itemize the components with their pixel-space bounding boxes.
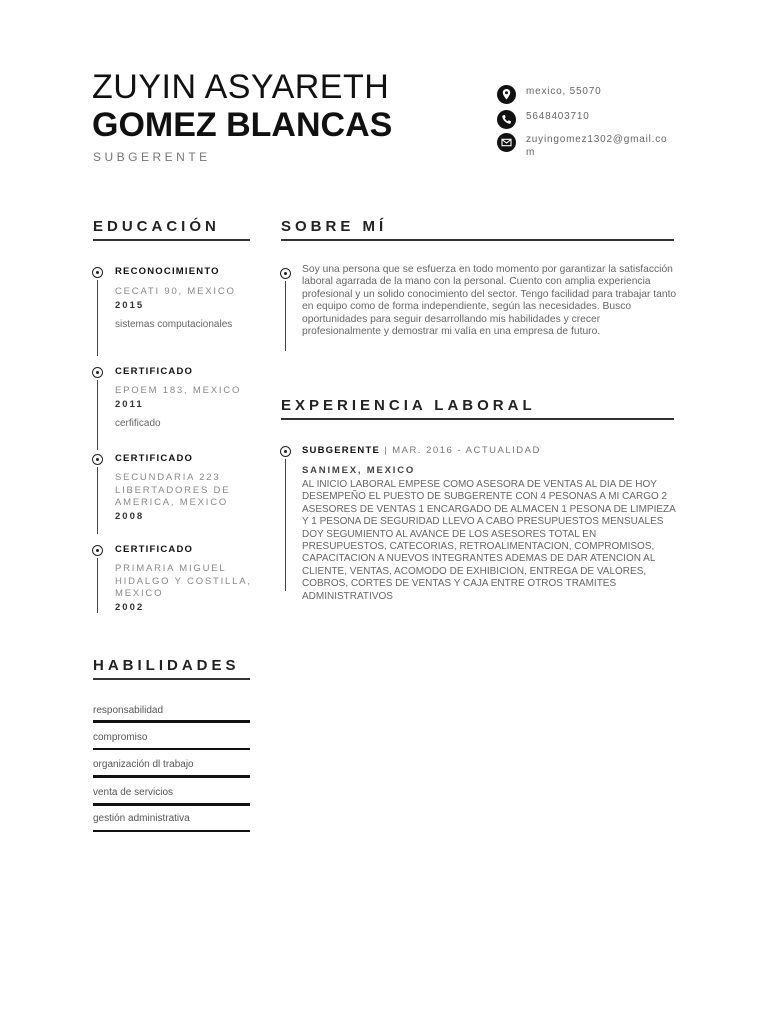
education-entry-title: CERTIFICADO — [115, 366, 194, 377]
education-entry-place: CECATI 90, MEXICO — [115, 286, 236, 297]
timeline-line — [97, 558, 98, 613]
education-entry-place: SECUNDARIA 223 LIBERTADORES DE AMERICA, MEXICO — [115, 472, 231, 508]
skill-item: venta de servicios — [93, 787, 174, 798]
job-description: AL INICIO LABORAL EMPESE COMO ASESORA DE VENTAS AL DIA DE HOY DESEMPEÑO EL PUESTO DE SUBGERENTE CON 4 PESONAS A MI CARGO 2 ASESORES DE VENTAS 1 ENCARGADO DE ALMACEN 1 PESONA DE LIMPIEZA Y 1 PESONA DE SEGURIDAD LLEVO A CABO PRESUPUESTOS MENSUALES DOY SEGUMIENTO AL AVANCE DE LOS ASESORES TOTAL EN PRESUPUESTOS, CATECORIAS, RETROALIMENTACION, COMPROMISOS, CAPACITACION A NUEVOS INTEGRANTES ADEMAS DE DAR ATENCION AL CLIENTE, VENTAS, ACOMODO DE EXHIBICION, ENTREGA DE VALORES, COBROS, CORTES DE VENTAS Y CAJA ENTRE OTROS TRAMITES ADMINISTRATIVOS — [302, 479, 676, 602]
education-entry-place: PRIMARIA MIGUEL HIDALGO Y COSTILLA, MEXICO — [115, 563, 252, 599]
job-period: MAR. 2016 - ACTUALIDAD — [392, 445, 541, 456]
about-rule — [281, 239, 674, 241]
timeline-bullet-icon — [92, 545, 103, 556]
location-text: mexico, 55070 — [526, 86, 602, 97]
timeline-line — [285, 459, 286, 591]
timeline-bullet-icon — [92, 367, 103, 378]
about-text: Soy una persona que se esfuerza en todo momento por garantizar la satisfacción laboral agarrada de la mano con la personal. Cuento con amplia experiencia profesional y un solido conocimiento del sector. Tengo facilidad para trabajar tanto en equipo como de forma independiente, según las necesidades. Busco oportunidades para seguir desarrollando mis habilidades y crecer profesionalmente y demostrar mi valía en una empresa de futuro. — [302, 264, 677, 338]
first-name: ZUYIN ASYARETH — [92, 68, 390, 106]
experience-rule — [281, 418, 674, 420]
education-entry-place: EPOEM 183, MEXICO — [115, 385, 242, 396]
last-name: GOMEZ BLANCAS — [92, 106, 393, 144]
education-rule — [93, 239, 250, 241]
skill-bar — [93, 803, 250, 806]
timeline-line — [97, 280, 98, 356]
timeline-bullet-icon — [92, 454, 103, 465]
skill-item: responsabilidad — [93, 705, 164, 716]
skill-bar — [93, 830, 250, 832]
timeline-line — [97, 467, 98, 534]
phone-icon — [497, 110, 516, 129]
skill-item: compromiso — [93, 732, 148, 743]
education-entry-year: 2011 — [115, 399, 144, 410]
skills-title: HABILIDADES — [93, 657, 240, 674]
education-entry-title: CERTIFICADO — [115, 544, 194, 555]
job-role: SUBGERENTE — [93, 150, 211, 164]
about-title: SOBRE MÍ — [281, 218, 388, 235]
education-entry-desc: cerfificado — [115, 418, 161, 429]
skill-bar — [93, 748, 250, 750]
contact-location — [497, 85, 677, 104]
contact-phone — [497, 110, 677, 129]
timeline-line — [97, 380, 98, 450]
education-entry-year: 2015 — [115, 300, 145, 311]
experience-title: EXPERIENCIA LABORAL — [281, 397, 536, 414]
skill-bar — [93, 720, 250, 723]
skill-bar — [93, 775, 250, 778]
education-entry-title: RECONOCIMIENTO — [115, 266, 220, 277]
job-title: SUBGERENTE — [302, 445, 380, 456]
timeline-bullet-icon — [92, 267, 103, 278]
phone-text: 5648403710 — [526, 111, 590, 122]
job-header — [302, 445, 541, 456]
timeline-line — [285, 281, 286, 351]
job-company: SANIMEX, MEXICO — [302, 465, 416, 476]
job-separator: | — [379, 445, 393, 456]
education-entry-year: 2008 — [115, 511, 145, 522]
skill-item: organización dl trabajo — [93, 759, 194, 770]
contact-email — [497, 133, 677, 159]
timeline-bullet-icon — [280, 446, 291, 457]
education-title: EDUCACIÓN — [93, 218, 220, 235]
timeline-bullet-icon — [280, 268, 291, 279]
education-entry-title: CERTIFICADO — [115, 453, 194, 464]
email-icon — [497, 133, 516, 152]
skill-item: gestión administrativa — [93, 813, 190, 824]
email-text: zuyingomez1302@gmail.com — [526, 134, 668, 158]
education-entry-desc: sistemas computacionales — [115, 319, 233, 330]
education-entry-year: 2002 — [115, 602, 145, 613]
location-pin-icon — [497, 85, 516, 104]
skills-rule — [93, 678, 250, 680]
